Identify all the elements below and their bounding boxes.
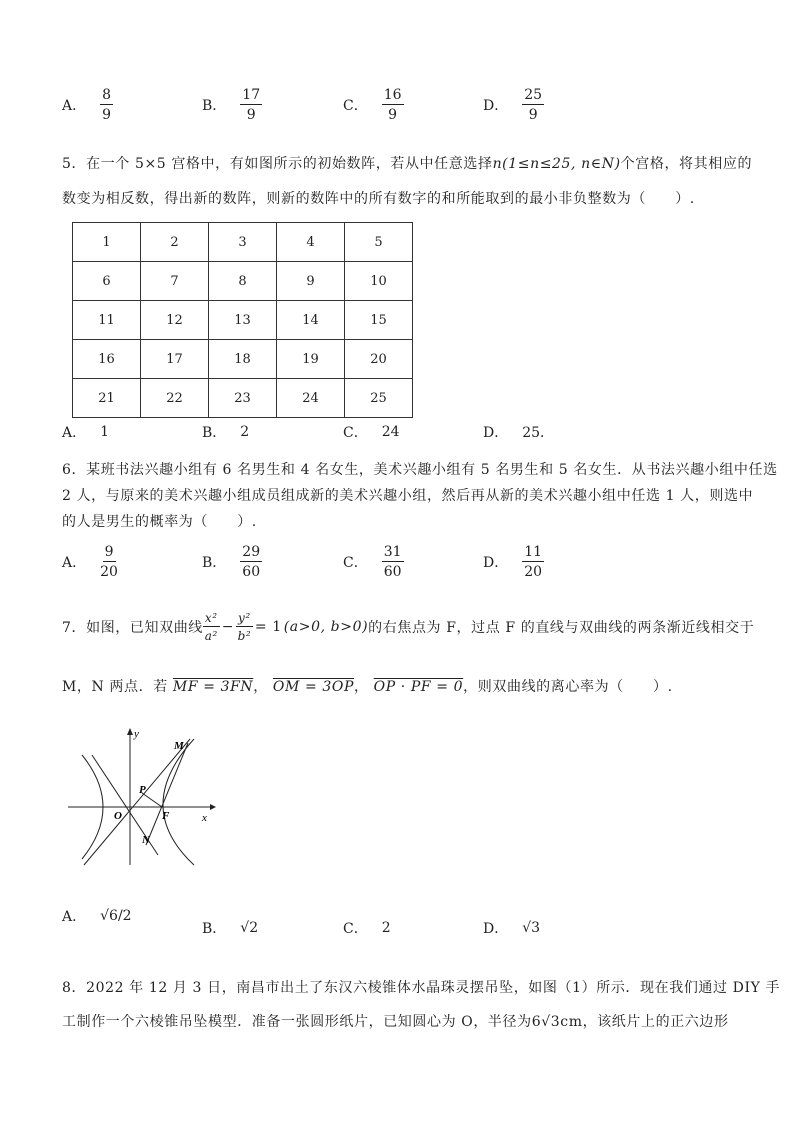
q5-number-grid bbox=[72, 222, 413, 418]
denominator: 20 bbox=[100, 564, 118, 580]
q5-stem-line-2: 数变为相反数，得出新的数阵，则新的数阵中的所有数字的和所能取到的最小非负整数为（ ）. bbox=[62, 191, 695, 207]
q6-option-b[interactable] bbox=[202, 545, 262, 579]
option-letter: A． bbox=[62, 425, 87, 441]
option-letter: D． bbox=[483, 425, 509, 441]
q8-radius-value: 6√3cm bbox=[531, 1014, 583, 1030]
grid-cell: 10 bbox=[345, 262, 413, 301]
option-letter: B． bbox=[202, 98, 227, 114]
grid-cell: 15 bbox=[345, 301, 413, 340]
fraction bbox=[522, 545, 544, 579]
option-value: √3 bbox=[522, 920, 541, 936]
label-f: F bbox=[162, 810, 170, 822]
grid-cell: 2 bbox=[141, 223, 209, 262]
option-letter: D． bbox=[483, 555, 509, 571]
q6-stem-line-2: 2 人，与原来的美术兴趣小组成员组成新的美术兴趣小组，然后再从新的美术兴趣小组中任选 1 人，则选中 bbox=[62, 488, 754, 504]
q5-option-b[interactable] bbox=[202, 422, 249, 442]
option-letter: A． bbox=[62, 555, 87, 571]
grid-row bbox=[73, 262, 413, 301]
label-p: P bbox=[139, 784, 146, 796]
grid-cell: 5 bbox=[345, 223, 413, 262]
label-o: O bbox=[114, 810, 122, 822]
q5-stem-line-1 bbox=[62, 153, 752, 173]
option-letter: C． bbox=[343, 555, 368, 571]
asymptote-1 bbox=[84, 739, 190, 865]
q4-option-a[interactable] bbox=[62, 88, 113, 122]
q8-text: ，该纸片上的正六边形 bbox=[582, 1014, 729, 1030]
label-m: M bbox=[174, 740, 184, 752]
option-letter: D． bbox=[483, 98, 509, 114]
grid-cell: 22 bbox=[141, 379, 209, 418]
q4-option-c[interactable] bbox=[343, 88, 404, 122]
equation-condition: (a>0, b>0) bbox=[283, 619, 369, 635]
fraction bbox=[522, 88, 544, 122]
label-y: y bbox=[134, 728, 139, 740]
numerator: 17 bbox=[242, 87, 261, 103]
option-value: √2 bbox=[240, 920, 259, 936]
q7-option-d[interactable] bbox=[483, 918, 540, 938]
q6-option-c[interactable] bbox=[343, 545, 404, 579]
numerator: 31 bbox=[383, 544, 402, 560]
option-letter: C． bbox=[343, 425, 368, 441]
q4-option-d[interactable] bbox=[483, 88, 544, 122]
numerator: 8 bbox=[102, 87, 112, 103]
q8-text: 工制作一个六棱锥吊坠模型．准备一张圆形纸片，已知圆心为 O，半径为 bbox=[62, 1014, 532, 1030]
grid-cell: 24 bbox=[277, 379, 345, 418]
option-value: 2 bbox=[240, 424, 250, 440]
grid-cell: 18 bbox=[209, 340, 277, 379]
vector-condition-3: OP · PF = 0 bbox=[373, 679, 464, 695]
q5-option-d[interactable] bbox=[483, 422, 554, 442]
hyperbola-figure bbox=[62, 725, 222, 870]
numerator: 9 bbox=[104, 544, 114, 560]
numerator: 25 bbox=[524, 87, 543, 103]
grid-cell: 7 bbox=[141, 262, 209, 301]
denominator: 60 bbox=[242, 564, 261, 580]
grid-cell: 16 bbox=[73, 340, 141, 379]
grid-cell: 8 bbox=[209, 262, 277, 301]
grid-cell: 20 bbox=[345, 340, 413, 379]
grid-cell: 23 bbox=[209, 379, 277, 418]
x-axis-arrow bbox=[210, 804, 216, 810]
grid-cell: 12 bbox=[141, 301, 209, 340]
q5-math-range: n(1≤n≤25, n∈N) bbox=[492, 156, 621, 172]
option-letter: B． bbox=[202, 425, 227, 441]
q5-text: 5．在一个 5×5 宫格中，有如图所示的初始数阵，若从中任意选择 bbox=[62, 156, 493, 172]
grid-row bbox=[73, 223, 413, 262]
grid-cell: 11 bbox=[73, 301, 141, 340]
option-value: √6/2 bbox=[100, 908, 132, 924]
q5-text: 个宫格，将其相应的 bbox=[620, 156, 753, 172]
grid-cell: 3 bbox=[209, 223, 277, 262]
option-letter: C． bbox=[343, 98, 368, 114]
numerator: 16 bbox=[383, 87, 402, 103]
option-letter: C． bbox=[343, 921, 368, 937]
grid-cell: 21 bbox=[73, 379, 141, 418]
vector-condition-2: OM = 3OP bbox=[272, 679, 354, 695]
q8-stem-line-2 bbox=[62, 1011, 729, 1031]
grid-cell: 19 bbox=[277, 340, 345, 379]
grid-cell: 6 bbox=[73, 262, 141, 301]
q5-option-a[interactable] bbox=[62, 422, 109, 442]
q6-stem-line-3: 的人是男生的概率为（ ）. bbox=[62, 514, 257, 530]
vector-condition-1: MF = 3FN bbox=[172, 679, 254, 695]
option-letter: D． bbox=[483, 921, 509, 937]
q6-stem-line-1: 6．某班书法兴趣小组有 6 名男生和 4 名女生，美术兴趣小组有 5 名男生和 5 名女生．从书法兴趣小组中任选 bbox=[62, 462, 778, 478]
q7-stem-line-2: M，N 两点．若 MF = 3FN， OM = 3OP， OP · PF = 0，则双曲线的离心率为（ ）. bbox=[62, 679, 673, 695]
grid-row bbox=[73, 379, 413, 418]
q7-option-c[interactable] bbox=[343, 918, 391, 938]
label-x: x bbox=[202, 812, 207, 824]
grid-cell: 25 bbox=[345, 379, 413, 418]
line-mn bbox=[146, 743, 188, 845]
q7-text: ，则双曲线的离心率为（ ）. bbox=[463, 679, 673, 695]
option-letter: B． bbox=[202, 555, 227, 571]
grid-row bbox=[73, 301, 413, 340]
q7-text: 的右焦点为 F，过点 F 的直线与双曲线的两条渐近线相交于 bbox=[368, 620, 755, 636]
hyperbola-right-branch bbox=[163, 739, 194, 865]
q7-stem-line-1 bbox=[62, 612, 754, 642]
option-letter: A． bbox=[62, 98, 87, 114]
label-n: N bbox=[142, 834, 150, 846]
denominator: 60 bbox=[383, 564, 402, 580]
q7-option-a[interactable] bbox=[62, 906, 132, 926]
fraction bbox=[100, 545, 118, 579]
denominator: 9 bbox=[388, 107, 398, 123]
option-value: 2 bbox=[381, 920, 391, 936]
option-value: 1 bbox=[100, 424, 110, 440]
denominator: 9 bbox=[528, 107, 538, 123]
denominator: 9 bbox=[246, 107, 256, 123]
grid-cell: 13 bbox=[209, 301, 277, 340]
q7-text: 7．如图，已知双曲线 bbox=[62, 620, 203, 636]
fraction bbox=[382, 88, 404, 122]
q5-option-c[interactable] bbox=[343, 422, 400, 442]
hyperbola-equation: $\frac{\text{x²}}{\text{a²}}$ − $\frac{\text{y²}}{\text{b²}}$ = 1 (a>0, b>0) bbox=[204, 611, 369, 643]
option-value: 24 bbox=[381, 424, 400, 440]
option-letter: A． bbox=[62, 909, 87, 925]
q4-option-b[interactable] bbox=[202, 88, 262, 122]
grid-cell: 1 bbox=[73, 223, 141, 262]
q7-option-b[interactable] bbox=[202, 918, 258, 938]
q6-option-d[interactable] bbox=[483, 545, 544, 579]
option-letter: B． bbox=[202, 921, 227, 937]
grid-cell: 4 bbox=[277, 223, 345, 262]
fraction bbox=[240, 88, 262, 122]
grid-cell: 17 bbox=[141, 340, 209, 379]
fraction bbox=[382, 545, 404, 579]
denominator: 9 bbox=[102, 107, 112, 123]
fraction bbox=[100, 88, 113, 122]
q6-option-a[interactable] bbox=[62, 545, 118, 579]
y-axis-arrow bbox=[127, 728, 133, 735]
fraction bbox=[240, 545, 262, 579]
q8-stem-line-1: 8．2022 年 12 月 3 日，南昌市出土了东汉六棱锥体水晶珠灵摆吊坠，如图（1）所示．现在我们通过 DIY 手 bbox=[62, 980, 781, 996]
grid-cell: 9 bbox=[277, 262, 345, 301]
grid-row bbox=[73, 340, 413, 379]
grid-cell: 14 bbox=[277, 301, 345, 340]
denominator: 20 bbox=[524, 564, 543, 580]
numerator: 29 bbox=[242, 544, 261, 560]
numerator: 11 bbox=[524, 544, 543, 560]
q7-text: M，N 两点．若 bbox=[62, 679, 168, 695]
option-value: 25． bbox=[522, 425, 555, 441]
